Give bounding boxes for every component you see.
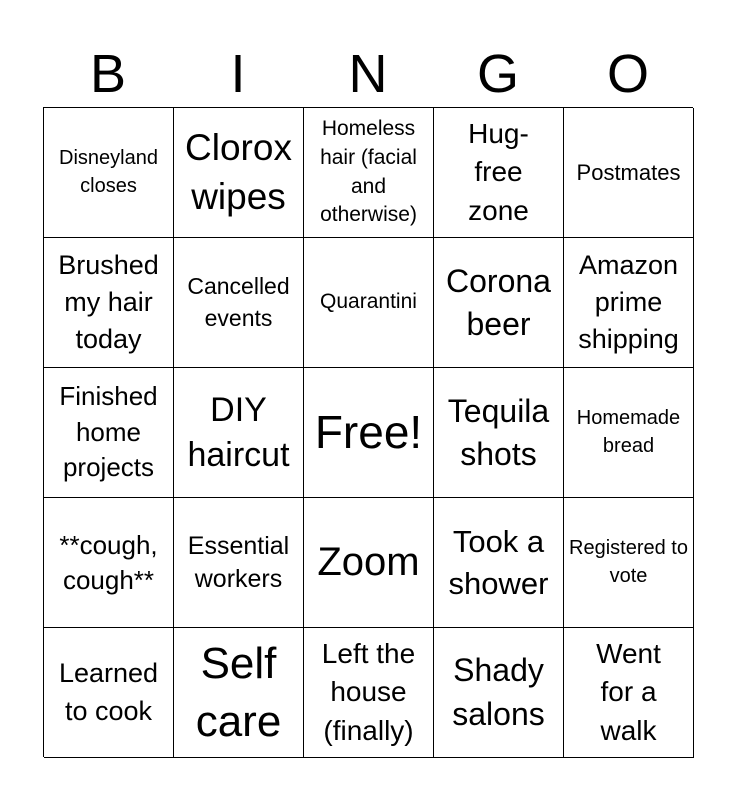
cell-text: Self care xyxy=(195,639,282,746)
bingo-cell-2-5[interactable] xyxy=(564,238,694,368)
bingo-cell-4-1[interactable] xyxy=(44,498,174,628)
bingo-cell-3-4[interactable] xyxy=(434,368,564,498)
bingo-cell-1-5[interactable] xyxy=(564,108,694,238)
cell-text: Free! xyxy=(314,405,423,458)
cell-text: Finished home projects xyxy=(59,380,158,483)
cell-text: Went for a walk xyxy=(596,638,661,746)
bingo-cell-3-3[interactable] xyxy=(304,368,434,498)
bingo-cell-5-3[interactable] xyxy=(304,628,434,758)
bingo-cell-4-5[interactable] xyxy=(564,498,694,628)
bingo-cell-5-4[interactable] xyxy=(434,628,564,758)
cell-text: Postmates xyxy=(576,159,681,185)
bingo-cell-5-5[interactable] xyxy=(564,628,694,758)
bingo-cell-4-2[interactable] xyxy=(174,498,304,628)
bingo-cell-1-3[interactable] xyxy=(304,108,434,238)
cell-text: DIY haircut xyxy=(187,391,290,474)
bingo-cell-2-3[interactable] xyxy=(304,238,434,368)
cell-text: Left the house (finally) xyxy=(321,638,416,746)
cell-text: Learned to cook xyxy=(58,658,159,726)
bingo-header xyxy=(43,40,693,108)
bingo-cell-1-2[interactable] xyxy=(174,108,304,238)
cell-text: Disneyland closes xyxy=(59,147,158,197)
cell-text: Essential workers xyxy=(187,531,290,593)
cell-text: Corona beer xyxy=(446,263,551,342)
bingo-cell-3-2[interactable] xyxy=(174,368,304,498)
cell-text: Homeless hair (facial and otherwise) xyxy=(320,117,417,227)
cell-text: Amazon prime shipping xyxy=(578,250,679,354)
cell-text: Quarantini xyxy=(320,290,417,314)
bingo-board xyxy=(43,107,693,757)
bingo-cell-4-3[interactable] xyxy=(304,498,434,628)
header-letter-n: N xyxy=(348,44,388,104)
header-letter-i: I xyxy=(230,44,246,104)
header-letter-o: O xyxy=(606,44,649,104)
cell-text: Homemade bread xyxy=(576,406,681,457)
cell-text: Clorox wipes xyxy=(185,127,292,217)
bingo-cell-3-5[interactable] xyxy=(564,368,694,498)
bingo-cell-2-1[interactable] xyxy=(44,238,174,368)
cell-text: Brushed my hair today xyxy=(58,250,159,354)
bingo-cell-1-4[interactable] xyxy=(434,108,564,238)
cell-text: Zoom xyxy=(317,540,420,585)
cell-text: Took a shower xyxy=(448,523,549,601)
cell-text: Registered to vote xyxy=(569,536,688,587)
bingo-cell-2-2[interactable] xyxy=(174,238,304,368)
header-letter-b: B xyxy=(89,44,127,104)
bingo-cell-3-1[interactable] xyxy=(44,368,174,498)
cell-text: Hug-free zone xyxy=(468,117,529,226)
cell-text: Shady salons xyxy=(452,651,545,732)
bingo-cell-5-1[interactable] xyxy=(44,628,174,758)
header-letter-g: G xyxy=(476,44,519,104)
cell-text: **cough, cough** xyxy=(59,529,158,595)
cell-text: Tequila shots xyxy=(447,392,550,472)
bingo-cell-4-4[interactable] xyxy=(434,498,564,628)
bingo-cell-1-1[interactable] xyxy=(44,108,174,238)
bingo-cell-5-2[interactable] xyxy=(174,628,304,758)
cell-text: Cancelled events xyxy=(187,273,290,331)
bingo-cell-2-4[interactable] xyxy=(434,238,564,368)
